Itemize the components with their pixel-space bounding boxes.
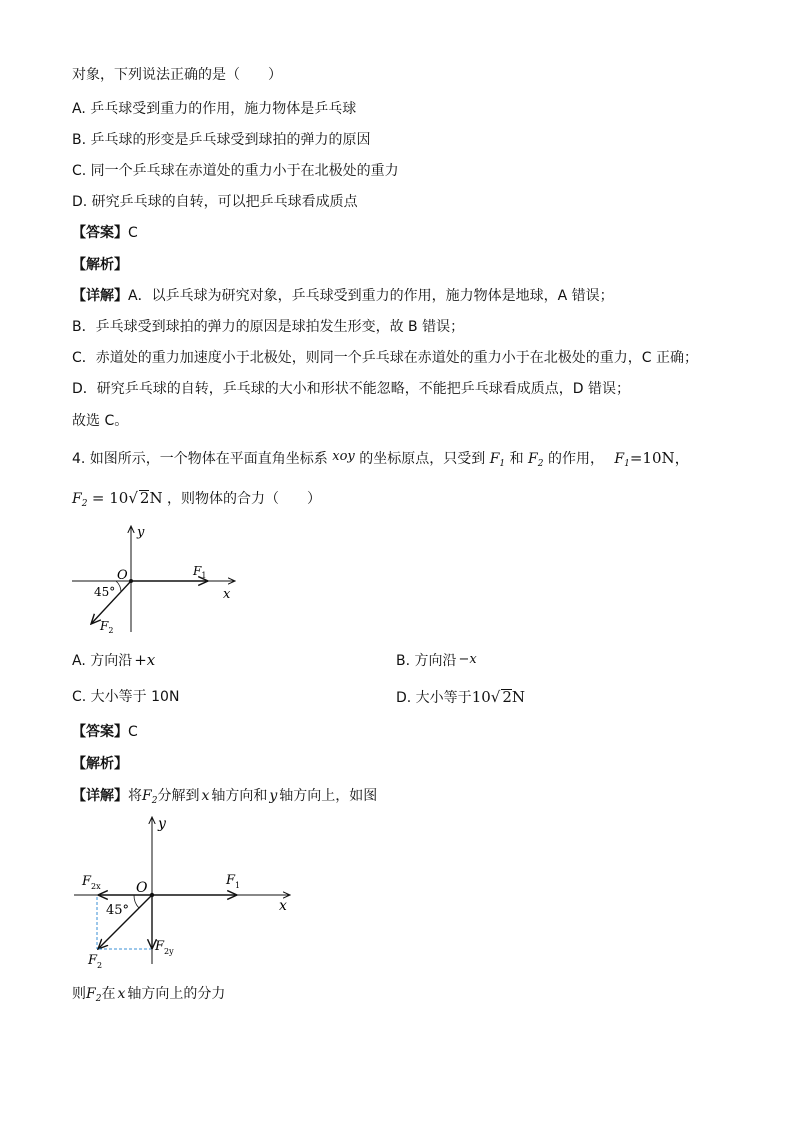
q3-analysis-tag: 【解析】	[72, 257, 128, 273]
q4-option-b[interactable]: B. 方向沿 −x	[396, 652, 477, 669]
f2x-label: $F_{2x}$	[82, 874, 101, 891]
f2y-label: $F_{2y}$	[155, 939, 174, 956]
angle-arc	[134, 895, 139, 908]
q4-option-d-value: 10√ 2N	[471, 688, 526, 706]
q4-f2-eq-symbol: $F_2$	[72, 491, 88, 509]
force-diagram-2	[72, 812, 302, 974]
q4-stem-line2	[72, 489, 321, 513]
q3-detail-c: C．赤道处的重力加速度小于北极处，则同一个乒乓球在赤道处的重力小于在北极处的重力，C 正确；	[72, 350, 698, 366]
detail-tag: 【详解】	[72, 788, 128, 804]
answer-value: C	[128, 724, 138, 740]
q4-stem-part4: ，则物体的合力（ ）	[167, 491, 322, 507]
q4-option-d[interactable]: D. 大小等于10√ 2N	[396, 688, 526, 706]
q3-answer-line	[72, 224, 138, 242]
q4-last-line: 则$F_2$在 x 轴方向上的分力	[72, 986, 226, 1004]
q4-analysis-tag: 【解析】	[72, 756, 128, 772]
y-label: y	[158, 816, 166, 832]
f1-label: $F_1$	[193, 564, 207, 580]
x-label: x	[279, 898, 287, 914]
q3-option-b[interactable]: B. 乒乓球的形变是乒乓球受到球拍的弹力的原因	[72, 132, 371, 148]
q4-detail-line: 【详解】将$F_2$分解到 x 轴方向和 y 轴方向上，如图	[72, 788, 378, 806]
q3-detail-a	[72, 287, 614, 305]
q4-f2-value: = 10√ 2N	[91, 489, 163, 507]
q4-option-c[interactable]: C. 大小等于 10N	[72, 689, 180, 705]
force-diagram-1	[70, 520, 245, 640]
origin-dot	[150, 893, 154, 897]
q3-detail-d: D．研究乒乓球的自转，乒乓球的大小和形状不能忽略，不能把乒乓球看成质点，D 错误；	[72, 381, 631, 397]
q4-stem-part3: 的作用，	[547, 451, 604, 467]
f2-label: $F_2$	[100, 619, 114, 635]
q4-stem-part1: 4. 如图所示，一个物体在平面直角坐标系	[72, 451, 328, 467]
x-label: x	[223, 587, 231, 602]
q3-option-d[interactable]: D. 研究乒乓球的自转，可以把乒乓球看成质点	[72, 194, 358, 210]
q4-stem-part2: 的坐标原点，只受到	[359, 451, 486, 467]
origin-label: O	[117, 568, 128, 583]
angle-label: 45°	[94, 585, 116, 599]
f2-label: $F_2$	[88, 953, 103, 970]
answer-value: C	[128, 225, 138, 241]
angle-label: 45°	[106, 903, 130, 918]
q4-option-a[interactable]: A. 方向沿 +x	[72, 651, 156, 669]
q3-detail-b: B．乒乓球受到球拍的弹力的原因是球拍发生形变，故 B 错误；	[72, 319, 465, 335]
f2-symbol: $F_2$	[86, 986, 102, 1004]
f2-symbol: $F_2$	[142, 788, 158, 806]
q4-answer-line	[72, 723, 138, 741]
q3-conclusion: 故选 C。	[72, 413, 129, 429]
q3-option-c[interactable]: C. 同一个乒乓球在赤道处的重力小于在北极处的重力	[72, 163, 399, 179]
f1-label: $F_1$	[226, 873, 241, 890]
answer-tag: 【答案】	[72, 225, 128, 241]
q3-stem-tail: 对象，下列说法正确的是（ ）	[72, 67, 282, 83]
origin-dot	[129, 579, 133, 583]
q4-f1-value: =10N，	[629, 449, 690, 467]
y-label: y	[137, 525, 145, 540]
q4-f1-symbol: $F_1$	[489, 451, 506, 469]
q4-f1-eq-symbol: $F_1$	[614, 451, 630, 469]
q4-f2-symbol: $F_2$	[528, 451, 544, 469]
q3-option-a[interactable]: A. 乒乓球受到重力的作用，施力物体是乒乓球	[72, 101, 357, 117]
origin-label: O	[136, 880, 148, 896]
q4-xoy: xoy	[332, 449, 355, 464]
detail-a-text: A．以乒乓球为研究对象，乒乓球受到重力的作用，施力物体是地球，A 错误；	[128, 288, 614, 304]
q4-and: 和	[509, 451, 524, 467]
q4-stem-line1	[72, 448, 690, 473]
answer-tag: 【答案】	[72, 724, 128, 740]
detail-tag: 【详解】	[72, 288, 128, 304]
